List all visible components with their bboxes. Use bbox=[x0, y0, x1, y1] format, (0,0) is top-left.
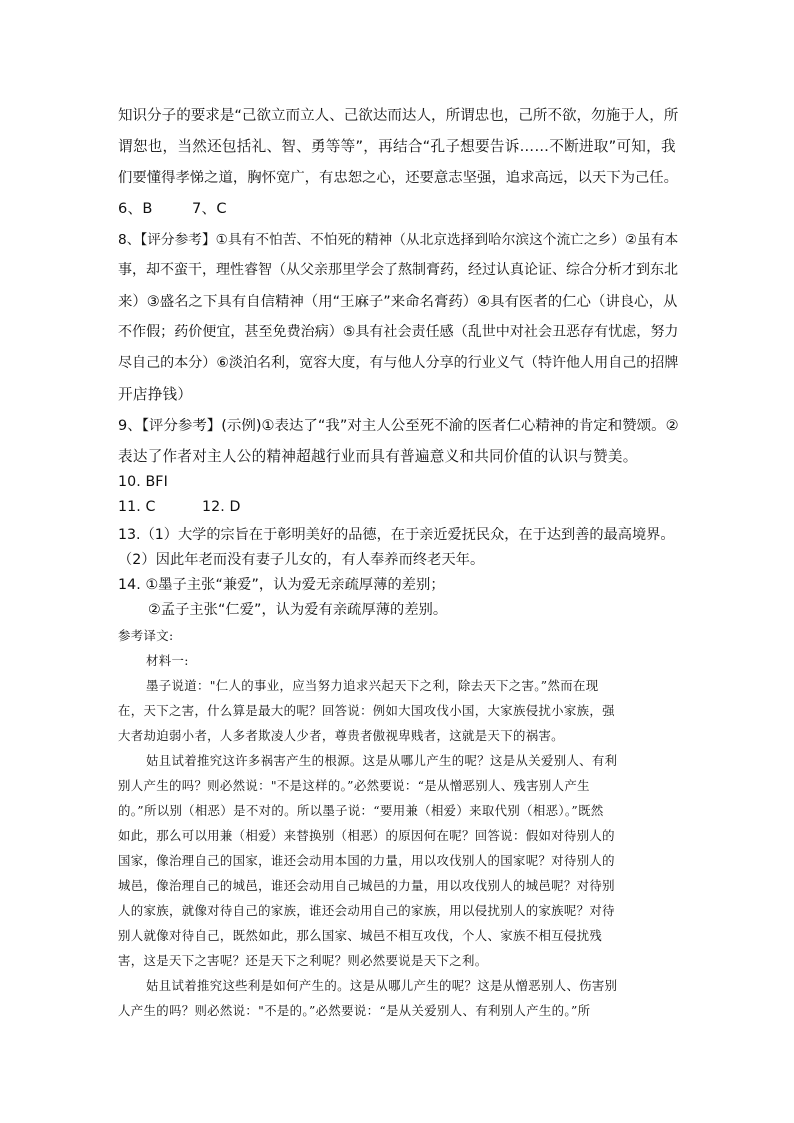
answer-q14-line: 14. ①墨子主张“兼爱”，认为爱无亲疏厚薄的差别； bbox=[118, 577, 445, 593]
answer-q7: 7、C bbox=[192, 200, 227, 217]
answer-q13-line: （2）因此年老而没有妻子儿女的，有人奉养而终老天年。 bbox=[118, 552, 485, 568]
translation-line: 人的家族，就像对待自己的家族，谁还会动用自己的家族，用以侵扰别人的家族呢？对待 bbox=[118, 903, 615, 918]
translation-line: 姑且试着推究这许多祸害产生的根源。这是从哪儿产生的呢？这是从关爱别人、有利 bbox=[146, 753, 618, 768]
translation-line: 的。”所以别（相恶）是不对的。所以墨子说：“要用兼（相爱）来取代别（相恶）。”既然 bbox=[118, 803, 604, 818]
answer-q11: 11. C bbox=[118, 499, 156, 515]
translation-heading: 参考译文: bbox=[118, 628, 174, 643]
translation-line: 大者劫迫弱小者，人多者欺凌人少者，尊贵者傲视卑贱者，这就是天下的祸害。 bbox=[118, 728, 564, 743]
translation-line: 城邑，像治理自己的城邑，谁还会动用自己城邑的力量，用以攻伐别人的城邑呢？对待别 bbox=[118, 878, 615, 893]
answer-q8-line: 来）③盛名之下具有自信精神（用“王麻子”来命名膏药）④具有医者的仁心（讲良心，从 bbox=[118, 294, 678, 310]
answer-q9-line: 表达了作者对主人公的精神超越行业而具有普遍意义和共同价值的认识与赞美。 bbox=[118, 448, 638, 465]
translation-line: 如此，那么可以用兼（相爱）来替换别（相恶）的原因何在呢？回答说：假如对待别人的 bbox=[118, 828, 615, 843]
answer-paragraph-line: 知识分子的要求是“己欲立而立人、己欲达而达人，所谓忠也，己所不欲，勿施于人，所 bbox=[118, 107, 679, 124]
translation-line: 在，天下之害，什么算是最大的呢？回答说：例如大国攻伐小国，大家族侵扰小家族，强 bbox=[118, 703, 615, 718]
answer-q6: 6、B bbox=[118, 200, 153, 217]
translation-line: 墨子说道："仁人的事业，应当努力追求兴起天下之利，除去天下之害。”然而在现 bbox=[146, 678, 599, 693]
translation-line: 害，这是天下之害呢？还是天下之利呢？则必然要说是天下之利。 bbox=[118, 953, 488, 968]
answer-q8-line: 开店挣钱） bbox=[118, 386, 193, 403]
translation-line: 人产生的吗？则必然说："不是的。”必然要说：“是从关爱别人、有利别人产生的。”所 bbox=[118, 1003, 591, 1018]
translation-line: 别人就像对待自己，既然如此，那么国家、城邑不相互攻伐，个人、家族不相互侵扰残 bbox=[118, 928, 603, 943]
answer-paragraph-line: 谓恕也，当然还包括礼、智、勇等等”，再结合“孔子想要告诉……不断进取”可知，我 bbox=[118, 138, 676, 155]
answer-q9-line: 9、【评分参考】(示例)①表达了“我”对主人公至死不渝的医者仁心精神的肯定和赞颂。② bbox=[118, 418, 679, 434]
answer-q14-line: ②孟子主张“仁爱”，认为爱有亲疏厚薄的差别。 bbox=[148, 602, 448, 618]
material-label: 材料一: bbox=[146, 653, 189, 668]
answer-q8-line: 8、【评分参考】①具有不怕苦、不怕死的精神（从北京选择到哈尔滨这个流亡之乡）②虽有本 bbox=[118, 232, 679, 248]
translation-line: 国家，像治理自己的国家，谁还会动用本国的力量，用以攻伐别人的国家呢？对待别人的 bbox=[118, 853, 615, 868]
answer-q8-line: 不作假；药价便宜，甚至免费治病）⑤具有社会责任感（乱世中对社会丑恶存有忧虑，努力 bbox=[118, 324, 679, 340]
answer-paragraph-line: 们要懂得孝悌之道，胸怀宽广，有忠恕之心，还要意志坚强，追求高远，以天下为己任。 bbox=[118, 170, 679, 186]
translation-line: 姑且试着推究这些利是如何产生的。这是从哪儿产生的呢？这是从憎恶别人、伤害别 bbox=[146, 978, 618, 993]
answer-q8-line: 事，却不蛮干，理性睿智（从父亲那里学会了熬制膏药，经过认真论证、综合分析才到东北 bbox=[118, 262, 678, 278]
answer-q8-line: 尽自己的本分）⑥淡泊名利，宽容大度，有与他人分享的行业义气（特许他人用自己的招牌 bbox=[118, 355, 679, 371]
answer-q13-line: 13.（1）大学的宗旨在于彰明美好的品德，在于亲近爱抚民众，在于达到善的最高境界。 bbox=[118, 527, 675, 543]
translation-line: 别人产生的吗？则必然说："不是这样的。”必然要说：“是从憎恶别人、残害别人产生 bbox=[118, 778, 590, 793]
answer-q10: 10. BFI bbox=[118, 474, 168, 490]
answer-q12: 12. D bbox=[202, 499, 241, 515]
